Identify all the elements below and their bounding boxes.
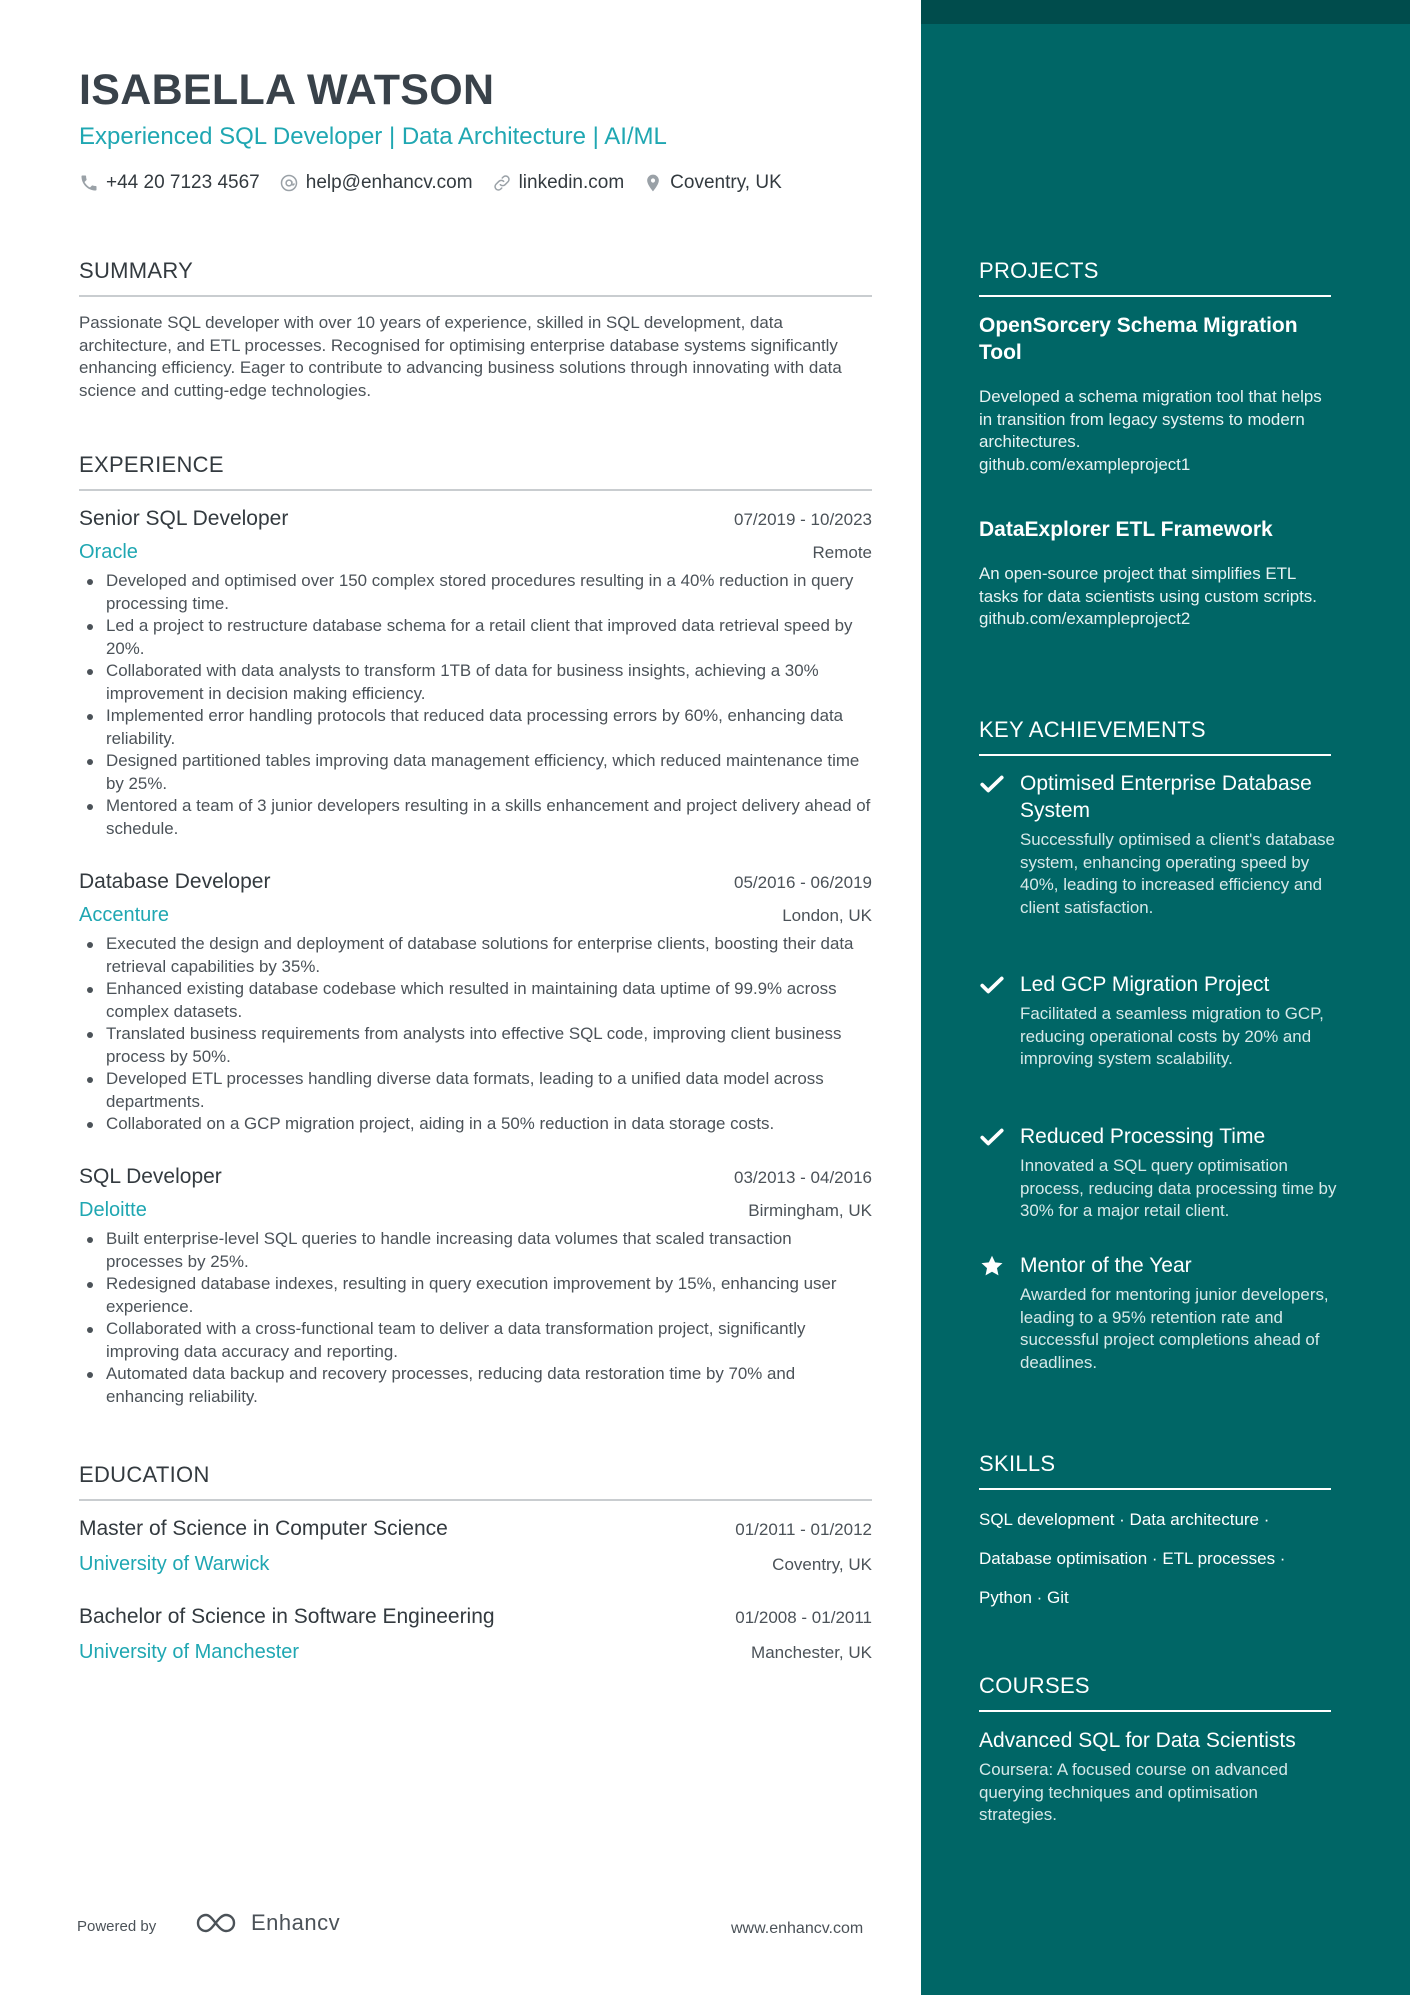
- bullet-item: Collaborated with a cross-functional team to deliver a data transformation project, significantly improving data accuracy and reporting.: [79, 1318, 872, 1363]
- at-icon: [279, 173, 299, 193]
- job-dates: 07/2019 - 10/2023: [733, 510, 872, 529]
- contact-phone[interactable]: [79, 172, 260, 194]
- skills-line: Python · Git: [979, 1588, 1069, 1607]
- checkmark-icon: [979, 1124, 1005, 1150]
- job-bullets: [79, 933, 872, 1136]
- job-title: Database Developer: [79, 870, 271, 893]
- bullet-item: Executed the design and deployment of database solutions for enterprise clients, boosting their data retrieval capabilities by 35%.: [79, 933, 872, 978]
- checkmark-icon: [979, 972, 1005, 998]
- job-dates: 05/2016 - 06/2019: [733, 873, 872, 892]
- project-description: Developed a schema migration tool that helps in transition from legacy systems to modern architectures.: [979, 387, 1322, 451]
- job-bullets: [79, 1228, 872, 1408]
- bullet-item: Developed ETL processes handling diverse data formats, leading to a unified data model across departments.: [79, 1068, 872, 1113]
- job-entry: [79, 870, 872, 1136]
- job-entry: [79, 507, 872, 840]
- education-entry: [79, 1605, 872, 1664]
- experience-heading: EXPERIENCE: [79, 452, 872, 491]
- skills-line: Database optimisation · ETL processes ·: [979, 1549, 1286, 1568]
- contact-email[interactable]: [279, 172, 473, 194]
- bullet-item: Designed partitioned tables improving data management efficiency, which reduced maintenance time by 25%.: [79, 750, 872, 795]
- courses-heading: COURSES: [979, 1673, 1331, 1712]
- job-company: Accenture: [79, 904, 170, 926]
- bullet-item: Mentored a team of 3 junior developers resulting in a skills enhancement and project delivery ahead of schedule.: [79, 795, 872, 840]
- school-location: Coventry, UK: [772, 1555, 872, 1574]
- project-title: OpenSorcery Schema Migration Tool: [979, 314, 1298, 364]
- school-name: University of Warwick: [79, 1553, 270, 1575]
- job-location: London, UK: [782, 906, 872, 925]
- project-title: DataExplorer ETL Framework: [979, 518, 1273, 541]
- education-dates: 01/2011 - 01/2012: [735, 1520, 872, 1539]
- achievement-description: Innovated a SQL query optimisation process, reducing data processing time by 30% for a major retail client.: [1020, 1156, 1337, 1220]
- enhancv-logo[interactable]: [195, 1910, 340, 1936]
- job-title: SQL Developer: [79, 1165, 222, 1188]
- infinity-logo-icon: [195, 1910, 241, 1936]
- education-entry: [79, 1517, 872, 1576]
- achievement-description: Facilitated a seamless migration to GCP, reducing operational costs by 20% and improving system scalability.: [1020, 1004, 1324, 1068]
- contact-location-text: Coventry, UK: [670, 172, 782, 193]
- summary-text: Passionate SQL developer with over 10 years of experience, skilled in SQL development, data architecture, and ETL processes. Recognised for optimising enterprise database systems significantly enhancing efficiency. Eager to contribute to advancing business solutions through innovating with data science and cutting-edge technologies.: [79, 313, 842, 400]
- skills-list: [979, 1500, 1331, 1617]
- job-title: Senior SQL Developer: [79, 507, 289, 530]
- bullet-item: Implemented error handling protocols that reduced data processing errors by 60%, enhancing data reliability.: [79, 705, 872, 750]
- achievement-title: Optimised Enterprise Database System: [1020, 772, 1312, 822]
- achievement-entry: [979, 1123, 1339, 1223]
- course-description: Coursera: A focused course on advanced querying techniques and optimisation strategies.: [979, 1760, 1288, 1824]
- star-icon: [979, 1253, 1005, 1279]
- achievement-title: Mentor of the Year: [1020, 1254, 1192, 1277]
- achievement-entry: [979, 1252, 1339, 1374]
- sidebar: [921, 0, 1410, 1995]
- project-link[interactable]: github.com/exampleproject2: [979, 609, 1191, 628]
- achievement-description: Successfully optimised a client's database system, enhancing operating speed by 40%, leading to increased efficiency and client satisfaction.: [1020, 830, 1335, 917]
- bullet-item: Led a project to restructure database schema for a retail client that improved data retrieval speed by 20%.: [79, 615, 872, 660]
- contact-linkedin-text: linkedin.com: [518, 172, 625, 193]
- achievement-entry: [979, 770, 1339, 919]
- brand-name: Enhancv: [251, 1910, 341, 1935]
- job-dates: 03/2013 - 04/2016: [733, 1168, 872, 1187]
- bullet-item: Redesigned database indexes, resulting in query execution improvement by 15%, enhancing user experience.: [79, 1273, 872, 1318]
- bullet-item: Built enterprise-level SQL queries to handle increasing data volumes that scaled transaction processes by 25%.: [79, 1228, 872, 1273]
- degree-title: Bachelor of Science in Software Engineering: [79, 1605, 495, 1628]
- checkmark-icon: [979, 771, 1005, 797]
- achievements-heading: KEY ACHIEVEMENTS: [979, 717, 1331, 756]
- bullet-item: Translated business requirements from analysts into effective SQL code, improving client business process by 50%.: [79, 1023, 872, 1068]
- job-bullets: [79, 570, 872, 840]
- contact-linkedin[interactable]: [492, 172, 625, 194]
- phone-icon: [79, 173, 99, 193]
- course-title: Advanced SQL for Data Scientists: [979, 1729, 1296, 1752]
- contact-location: [643, 172, 782, 194]
- job-company: Deloitte: [79, 1199, 147, 1221]
- school-location: Manchester, UK: [751, 1643, 872, 1662]
- project-entry: [979, 312, 1331, 476]
- website-link[interactable]: www.enhancv.com: [731, 1920, 864, 1937]
- candidate-title: Experienced SQL Developer | Data Architecture | AI/ML: [79, 123, 667, 150]
- bullet-item: Collaborated on a GCP migration project, aiding in a 50% reduction in data storage costs.: [79, 1113, 872, 1136]
- skills-heading: SKILLS: [979, 1451, 1331, 1490]
- bullet-item: Collaborated with data analysts to transform 1TB of data for business insights, achieving a 30% improvement in decision making efficiency.: [79, 660, 872, 705]
- job-entry: [79, 1165, 872, 1408]
- contact-phone-text: +44 20 7123 4567: [106, 172, 260, 193]
- project-description: An open-source project that simplifies ETL tasks for data scientists using custom scripts.: [979, 564, 1317, 606]
- bullet-item: Developed and optimised over 150 complex stored procedures resulting in a 40% reduction in query processing time.: [79, 570, 872, 615]
- project-link[interactable]: github.com/exampleproject1: [979, 454, 1191, 474]
- project-entry: [979, 516, 1331, 631]
- degree-title: Master of Science in Computer Science: [79, 1517, 448, 1540]
- bullet-item: Enhanced existing database codebase which resulted in maintaining data uptime of 99.9% across complex datasets.: [79, 978, 872, 1023]
- job-location: Remote: [812, 543, 872, 562]
- course-entry: [979, 1727, 1331, 1827]
- candidate-name: ISABELLA WATSON: [79, 66, 495, 114]
- job-company: Oracle: [79, 541, 138, 563]
- achievement-entry: [979, 971, 1339, 1071]
- achievement-title: Led GCP Migration Project: [1020, 973, 1270, 996]
- skills-line: SQL development · Data architecture ·: [979, 1510, 1270, 1529]
- achievement-title: Reduced Processing Time: [1020, 1125, 1266, 1148]
- job-location: Birmingham, UK: [748, 1201, 872, 1220]
- projects-heading: PROJECTS: [979, 258, 1331, 297]
- education-heading: EDUCATION: [79, 1462, 872, 1501]
- school-name: University of Manchester: [79, 1641, 300, 1663]
- contact-bar: [79, 170, 801, 196]
- powered-by-label: Powered by: [77, 1918, 157, 1935]
- bullet-item: Automated data backup and recovery processes, reducing data restoration time by 70% and enhancing reliability.: [79, 1363, 872, 1408]
- education-dates: 01/2008 - 01/2011: [735, 1608, 872, 1627]
- contact-email-text: help@enhancv.com: [305, 172, 473, 193]
- summary-heading: SUMMARY: [79, 258, 872, 297]
- achievement-description: Awarded for mentoring junior developers, leading to a 95% retention rate and successful project completions ahead of deadlines.: [1020, 1285, 1329, 1372]
- sidebar-top-bar: [921, 0, 1410, 24]
- location-pin-icon: [643, 173, 663, 193]
- link-icon: [492, 173, 512, 193]
